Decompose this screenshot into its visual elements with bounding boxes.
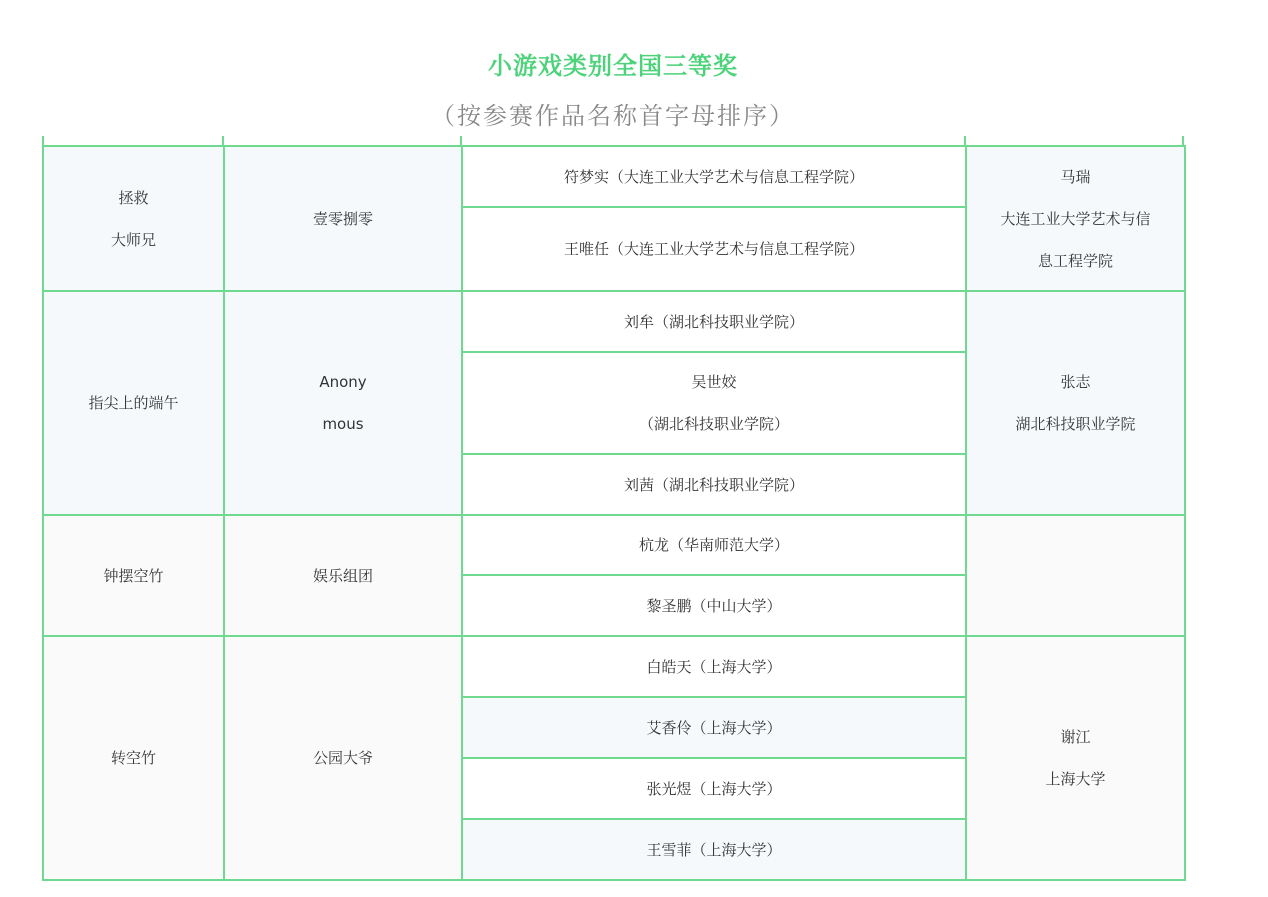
member: 王雪菲（上海大学） (646, 840, 782, 859)
member: 吴世姣 (691, 373, 737, 391)
work-name: 钟摆空竹 (103, 566, 164, 585)
team-name-cell (224, 515, 462, 636)
advisor-name: 张志 (1060, 373, 1091, 391)
work-name: 大师兄 (110, 230, 156, 249)
member: 杭龙（华南师范大学） (638, 536, 789, 554)
member: 艾香伶（上海大学） (646, 718, 782, 737)
advisor-school: 上海大学 (1045, 770, 1106, 788)
advisor-name: 马瑞 (1060, 167, 1091, 186)
work-name: 指尖上的端午 (88, 394, 179, 412)
page-title: 小游戏类别全国三等奖 (488, 52, 738, 80)
member: 张光煜（上海大学） (646, 779, 782, 798)
work-name-cell (43, 146, 224, 291)
member-cell (462, 454, 966, 515)
member-cell (462, 697, 966, 758)
member-cell (462, 146, 966, 207)
member: 黎圣鹏（中山大学） (646, 596, 782, 615)
advisor-cell (966, 291, 1185, 515)
advisor-school: 湖北科技职业学院 (1015, 415, 1136, 433)
team-name: 壹零捌零 (312, 209, 373, 228)
work-name-cell (43, 636, 224, 880)
team-name: 公园大爷 (312, 749, 373, 767)
work-name-cell (43, 515, 224, 636)
team-name-cell (224, 291, 462, 515)
advisor-cell (966, 636, 1185, 880)
awards-table (42, 145, 1186, 881)
work-name-cell (43, 291, 224, 515)
member-cell (462, 207, 966, 291)
member-cell (462, 758, 966, 819)
work-name: 转空竹 (110, 749, 156, 767)
member-cell (462, 291, 966, 352)
team-name-cell (224, 146, 462, 291)
team-name: Anony (319, 373, 367, 391)
member: 刘牟（湖北科技职业学院） (623, 312, 804, 331)
advisor-school: 息工程学院 (1037, 251, 1113, 270)
team-name-cell (224, 636, 462, 880)
page-subtitle: （按参赛作品名称首字母排序） (431, 102, 795, 130)
member-cell (462, 636, 966, 697)
team-name: mous (322, 415, 364, 433)
member-cell (462, 352, 966, 454)
member-cell (462, 575, 966, 636)
member-cell (462, 819, 966, 880)
member-cell (462, 515, 966, 575)
advisor-school: 大连工业大学艺术与信 (1000, 209, 1151, 228)
member: 王唯任（大连工业大学艺术与信息工程学院） (563, 240, 864, 258)
member: 符梦实（大连工业大学艺术与信息工程学院） (563, 167, 864, 186)
work-name: 拯救 (118, 188, 149, 207)
member-school: （湖北科技职业学院） (638, 415, 789, 433)
member: 白皓天（上海大学） (646, 657, 782, 676)
member: 刘茜（湖北科技职业学院） (623, 475, 804, 494)
advisor-name: 谢江 (1060, 728, 1091, 746)
advisor-cell (966, 146, 1185, 291)
advisor-cell (966, 515, 1185, 636)
team-name: 娱乐组团 (312, 566, 373, 585)
